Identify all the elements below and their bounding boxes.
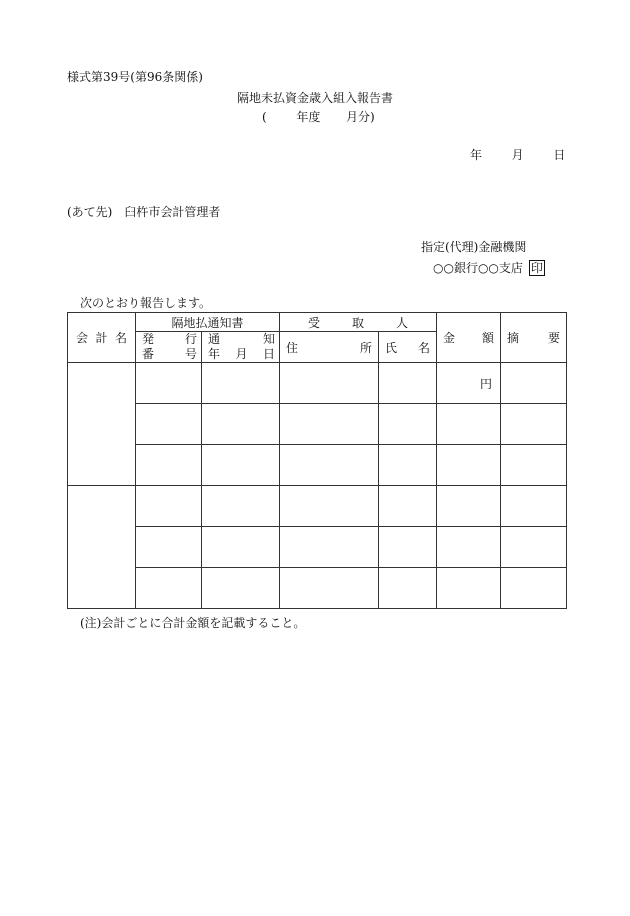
table-row (68, 445, 567, 486)
notice-date-cell[interactable] (202, 568, 280, 609)
notice-date-cell[interactable] (202, 363, 280, 404)
col-account-name: 会 計 名 (68, 313, 136, 363)
name-cell[interactable] (379, 568, 437, 609)
table-row (68, 486, 567, 527)
notice-date-cell[interactable] (202, 445, 280, 486)
name-cell[interactable] (379, 486, 437, 527)
date-month: 月 (511, 148, 524, 162)
date-day: 日 (553, 148, 566, 162)
issue-number-cell[interactable] (136, 568, 202, 609)
col-notice-date: 通 知 年 月 日 (202, 332, 280, 363)
amount-cell[interactable] (437, 527, 501, 568)
notice-date-cell[interactable] (202, 527, 280, 568)
col-issue-number: 発 行 番 号 (136, 332, 202, 363)
issue-number-cell[interactable] (136, 445, 202, 486)
branch-name: ○○銀行○○支店 (433, 261, 523, 275)
period-open: ( (262, 110, 267, 124)
summary-cell[interactable] (501, 404, 567, 445)
summary-cell[interactable] (501, 527, 567, 568)
summary-cell[interactable] (501, 445, 567, 486)
intro-text: 次のとおり報告します。 (80, 296, 212, 310)
amount-cell[interactable] (437, 445, 501, 486)
amount-cell[interactable] (437, 568, 501, 609)
address-cell[interactable] (280, 363, 379, 404)
notice-date-cell[interactable] (202, 486, 280, 527)
document-title: 隔地未払資金歳入組入報告書 (236, 91, 393, 105)
table-row (68, 568, 567, 609)
name-cell[interactable] (379, 404, 437, 445)
table-row (68, 404, 567, 445)
name-cell[interactable] (379, 445, 437, 486)
amount-cell[interactable] (437, 486, 501, 527)
address-cell[interactable] (280, 486, 379, 527)
yen-label: 円 (480, 376, 493, 391)
group-recipient: 受 取 人 (280, 313, 437, 332)
report-table (67, 312, 567, 609)
address-cell[interactable] (280, 445, 379, 486)
addressee: (あて先) 臼杵市会計管理者 (67, 205, 221, 219)
footnote: (注)会計ごとに合計金額を記載すること。 (80, 616, 306, 630)
report-date (470, 146, 565, 163)
col-amount: 金 額 (437, 313, 501, 363)
form-number: 様式第39号(第96条関係) (67, 70, 203, 84)
summary-cell[interactable] (501, 486, 567, 527)
period-month: 月分) (346, 110, 375, 124)
amount-cell[interactable] (437, 404, 501, 445)
group-remittance-notice: 隔地払通知書 (136, 313, 280, 332)
date-year: 年 (470, 148, 483, 162)
notice-date-cell[interactable] (202, 404, 280, 445)
col-address: 住 所 (280, 332, 379, 363)
table-row (68, 363, 567, 404)
account-cell[interactable] (68, 486, 136, 609)
summary-cell[interactable] (501, 363, 567, 404)
name-cell[interactable] (379, 527, 437, 568)
table-row (68, 527, 567, 568)
issue-number-cell[interactable] (136, 527, 202, 568)
account-cell[interactable] (68, 363, 136, 486)
seal-mark: 印 (530, 261, 543, 275)
report-period (262, 108, 375, 125)
amount-cell[interactable] (437, 363, 501, 404)
summary-cell[interactable] (501, 568, 567, 609)
period-year: 年度 (296, 110, 321, 124)
col-name: 氏 名 (379, 332, 437, 363)
reporter-branch (433, 259, 545, 276)
reporter-title: 指定(代理)金融機関 (421, 240, 527, 254)
issue-number-cell[interactable] (136, 486, 202, 527)
issue-number-cell[interactable] (136, 363, 202, 404)
col-summary: 摘 要 (501, 313, 567, 363)
address-cell[interactable] (280, 527, 379, 568)
address-cell[interactable] (280, 568, 379, 609)
issue-number-cell[interactable] (136, 404, 202, 445)
address-cell[interactable] (280, 404, 379, 445)
name-cell[interactable] (379, 363, 437, 404)
